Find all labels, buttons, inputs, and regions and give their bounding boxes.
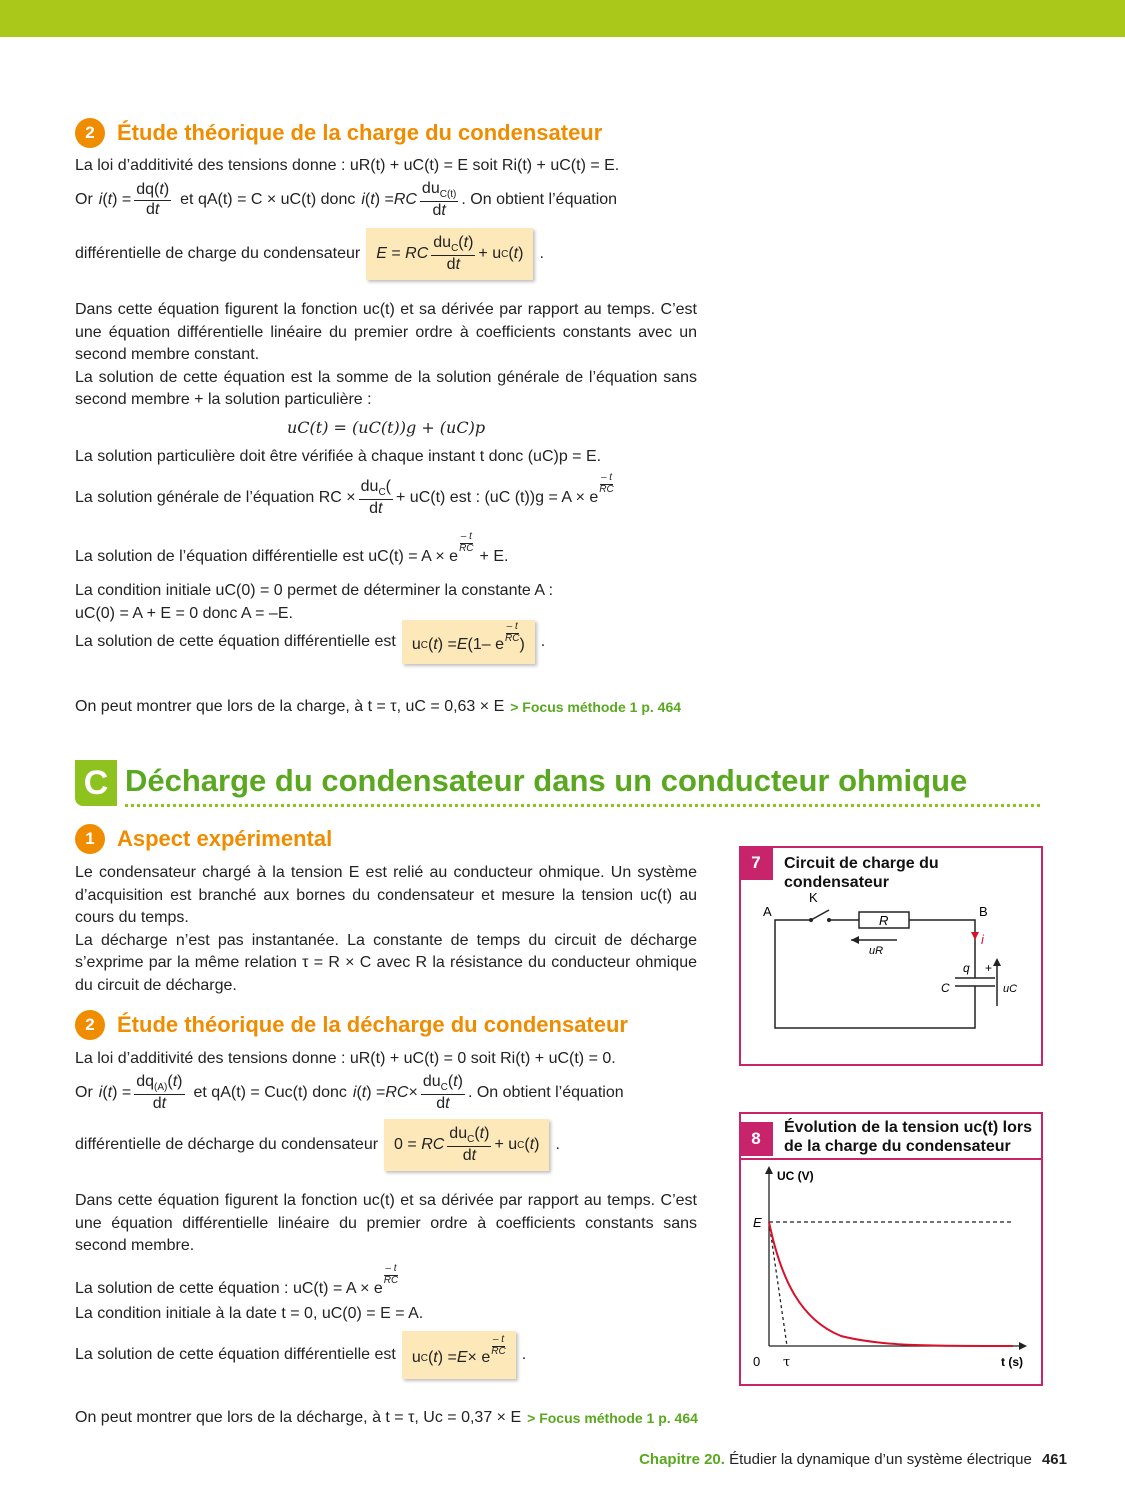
heading-title: Aspect expérimental: [117, 826, 333, 851]
e-label: E: [753, 1215, 762, 1230]
initial-condition-line: La condition initiale uC(0) = 0 permet de déterminer la constante A :: [75, 582, 554, 599]
ur-arrowhead: [851, 936, 859, 944]
focus-method-link[interactable]: > Focus méthode 1 p. 464: [510, 699, 682, 715]
x-axis-label: t (s): [1001, 1355, 1023, 1369]
text-tau-charge: On peut montrer que lors de la charge, à t = τ, uC = 0,63 × E: [75, 698, 505, 715]
label-i: i: [981, 932, 984, 947]
label-plus: +: [985, 961, 993, 975]
paragraph-function-derivative: Dans cette équation figurent la fonction uc(t) et sa dérivée par rapport au temps. C’est une équation différentielle linéaire du premier ordre à coefficients constants avec un second membre constant.: [75, 301, 697, 363]
text-discharge-diff-eq: différentielle de décharge du condensateur: [75, 1136, 379, 1154]
label-ur: uR: [869, 945, 884, 957]
switch-k: [811, 910, 829, 920]
additivity-law-line: La loi d’additivité des tensions donne : uR(t) + uC(t) = E soit Ri(t) + uC(t) = E.: [75, 157, 620, 174]
general-solution-line: La solution générale de l’équation RC × $\frac{du_C(}{dt}$ + uC(t) est : (uC (t))g = A × e – t RC: [75, 472, 614, 517]
page-number: 461: [1041, 1451, 1067, 1468]
charge-solution-box: u C ( t ) = E (1– e – t RC ): [402, 620, 535, 664]
label-uc: uC: [1003, 983, 1018, 995]
discharge-solution-form-line: La solution de cette équation : uC(t) = A × e – t RC: [75, 1263, 399, 1297]
text-charge-diff-eq: différentielle de charge du condensateur: [75, 245, 361, 263]
paragraph-setup: Le condensateur chargé à la tension E est relié au conducteur ohmique. Un système d’acquisition est branché aux bornes du condensateur et mesure la tension uc(t) au cours du temps.: [75, 864, 697, 926]
discharge-initial-block: [75, 1303, 697, 1326]
text-or: Or: [75, 191, 93, 209]
section-number-badge: 1: [75, 824, 105, 854]
label-a: A: [763, 904, 772, 919]
circuit-diagram: [741, 882, 1041, 1062]
footer-title: Étudier la dynamique d’un système électrique: [729, 1451, 1032, 1468]
section-letter-c: C: [75, 760, 117, 806]
discharge-equation-box: 0 = RC $\frac{du_C(t)}{dt}$ + u C ( t ): [384, 1119, 549, 1171]
text-charge-relation: et qA(t) = C × uC(t) donc: [180, 191, 356, 209]
tau-charge-line: [75, 698, 681, 716]
discharge-solution-line: La solution de cette équation différentielle est u C ( t ) = E × e – t RC .: [75, 1331, 526, 1379]
discharge-equation-line: différentielle de décharge du condensateur 0 = RC $\frac{du_C(t)}{dt}$ + u C ( t ) .: [75, 1119, 560, 1171]
label-r: R: [879, 913, 889, 928]
constant-a-line: uC(0) = A + E = 0 donc A = –E.: [75, 604, 293, 622]
section-c-title: Décharge du condensateur dans un conducteur ohmique: [125, 763, 968, 798]
tau-discharge-line: [75, 1409, 698, 1427]
text-equation-intro: . On obtient l’équation: [461, 191, 618, 209]
text-diff-solution: La solution de l’équation différentielle est uC(t) = A × e: [75, 548, 459, 565]
initial-condition-line: La condition initiale à la date t = 0, uC(0) = E = A.: [75, 1305, 424, 1322]
fraction-duc-dt: $\frac{du_{C(t)}}{dt}$: [421, 180, 457, 219]
doc-number-badge: 7: [739, 846, 773, 880]
text-plus-e: + E.: [479, 548, 509, 565]
wire-left: [775, 920, 813, 1028]
charge-paragraphs: [75, 299, 697, 412]
text-charge-relation: et qA(t) = Cuc(t) donc: [193, 1084, 347, 1102]
current-definition-line: Or i ( t ) = $\frac{dq(t)}{dt}$ et qA(t) = C × uC(t) donc i ( t ) = RC $\frac{du_{C(t)}}{dt}$ . On obtient l’équation: [75, 180, 618, 219]
fraction-dq-dt: $\frac{dq(t)}{dt}$: [136, 181, 170, 218]
charge-theory-body: [75, 155, 697, 178]
doc8-graph-panel: [739, 1112, 1043, 1386]
diff-eq-solution-line: La solution de l’équation différentielle est uC(t) = A × e – t RC + E.: [75, 531, 509, 565]
discharge-paragraphs: [75, 1190, 697, 1258]
section-c-heading: [75, 760, 1040, 810]
text-or: Or: [75, 1084, 93, 1102]
doc-title: Circuit de charge du condensateur: [784, 855, 939, 891]
initial-condition-block: [75, 580, 697, 625]
text-general-solution-b: + uC(t) est : (uC (t))g = A × e: [396, 489, 599, 507]
text-general-solution: La solution générale de l’équation RC ×: [75, 489, 356, 507]
section-number-badge: 2: [75, 1010, 105, 1040]
particular-solution-line: La solution particulière doit être vérifiée à chaque instant t donc (uC)p = E.: [75, 448, 602, 465]
additivity-law-line: La loi d’additivité des tensions donne : uR(t) + uC(t) = 0 soit Ri(t) + uC(t) = 0.: [75, 1050, 616, 1067]
heading-title: Étude théorique de la charge du condensateur: [117, 120, 603, 145]
paragraph-function-derivative: Dans cette équation figurent la fonction uc(t) et sa dérivée par rapport au temps. C’est une équation différentielle linéaire du premier ordre à coefficients constants sans second membre.: [75, 1192, 697, 1254]
text-equation-intro: . On obtient l’équation: [467, 1084, 624, 1102]
footer-chapter: Chapitre 20.: [639, 1451, 725, 1468]
paragraph-solution-sum: La solution de cette équation est la somme de la solution générale de l’équation sans second membre + la solution particulière :: [75, 368, 697, 408]
charge-equation-box: E = RC $\frac{du_C(t)}{dt}$ + u C ( t ): [366, 228, 533, 280]
text-final-solution: La solution de cette équation différentielle est: [75, 1346, 396, 1363]
label-k: K: [809, 890, 818, 905]
heading-charge-theory: [75, 118, 602, 148]
particular-solution-block: [75, 446, 697, 469]
origin-label: 0: [753, 1354, 761, 1369]
uc-arrowhead: [993, 958, 1001, 966]
text-solution-form: La solution de cette équation : uC(t) = A × e: [75, 1280, 383, 1297]
discharge-theory-body: [75, 1048, 697, 1071]
experimental-body: [75, 862, 697, 997]
text-tau-discharge: On peut montrer que lors de la décharge, à t = τ, Uc = 0,37 × E: [75, 1409, 522, 1426]
heading-discharge-theory: [75, 1010, 628, 1040]
discharge-current-line: Or i ( t ) = $\frac{dq_{(A)}(t)}{dt}$ et qA(t) = Cuc(t) donc i ( t ) = RC × $\frac{du_C(t)}{dt}$ . On obtient l’équation: [75, 1073, 624, 1112]
heading-experimental: [75, 824, 332, 854]
label-b: B: [979, 904, 988, 919]
doc-number-badge: 8: [739, 1122, 773, 1156]
page-footer: [639, 1451, 1067, 1468]
label-c: C: [941, 981, 950, 995]
wire-bottom: [813, 986, 975, 1028]
discharge-curve: [769, 1222, 1013, 1346]
tau-label: τ: [783, 1355, 791, 1370]
dotted-divider: [125, 804, 1040, 807]
discharge-solution-box: u C ( t ) = E × e – t RC: [402, 1331, 516, 1379]
tangent-dashed: [769, 1222, 787, 1346]
charge-equation-line: différentielle de charge du condensateur E = RC $\frac{du_C(t)}{dt}$ + u C ( t ) .: [75, 228, 544, 280]
current-arrowhead: [971, 932, 979, 940]
focus-method-link[interactable]: > Focus méthode 1 p. 464: [527, 1410, 698, 1426]
top-color-bar: [0, 0, 1125, 37]
charge-solution-line: La solution de cette équation différentielle est u C ( t ) = E (1– e – t RC ) .: [75, 620, 545, 664]
equation-solution-sum: uC(t) = (uC(t))g + (uC)p: [287, 418, 486, 437]
discharge-graph: [741, 1158, 1041, 1384]
label-q: q: [963, 961, 970, 975]
doc7-circuit-panel: [739, 846, 1043, 1066]
heading-title: Étude théorique de la décharge du condensateur: [117, 1012, 628, 1037]
section-number-badge: 2: [75, 118, 105, 148]
text-final-solution: La solution de cette équation différentielle est: [75, 633, 396, 650]
doc-title: Évolution de la tension uc(t) lors de la charge du condensateur: [784, 1119, 1033, 1155]
paragraph-time-constant: La décharge n’est pas instantanée. La constante de temps du circuit de décharge s’exprime par la même relation τ = R × C avec R la résistance du conducteur ohmique du circuit de décharge.: [75, 931, 697, 994]
y-axis-label: UC (V): [777, 1169, 814, 1183]
